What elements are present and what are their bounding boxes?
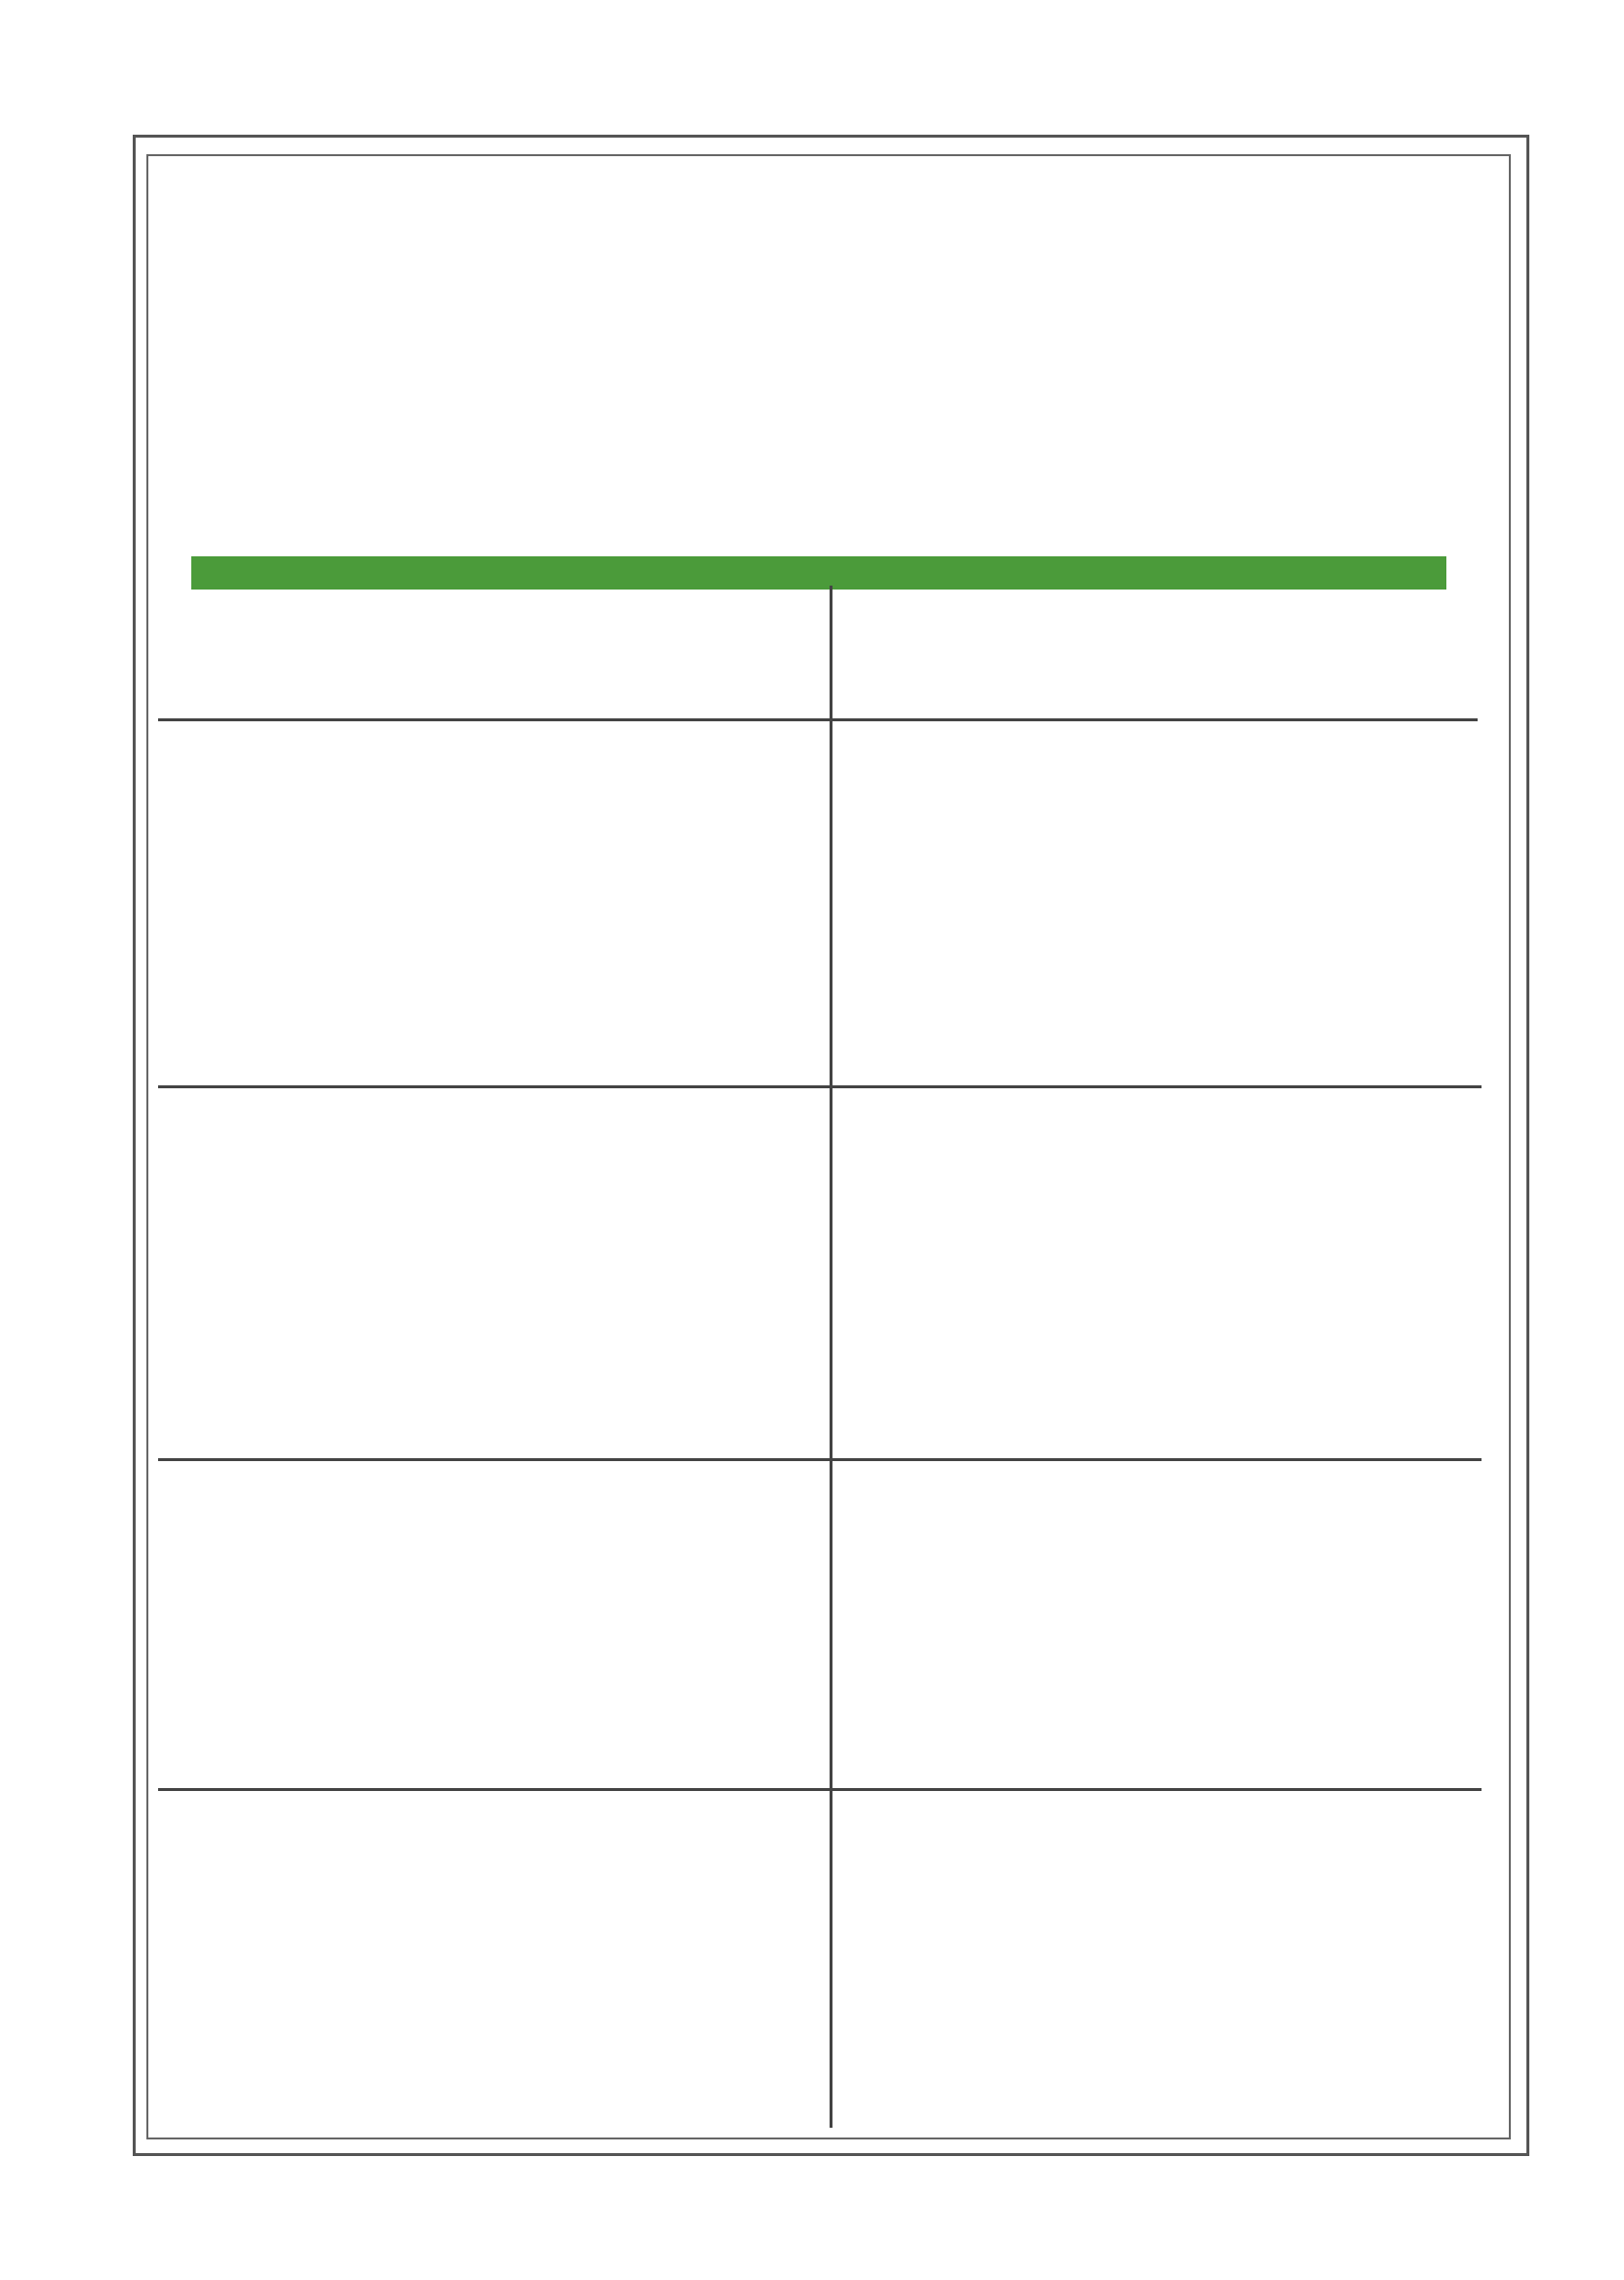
row-divider <box>158 1788 1482 1791</box>
fork-icon <box>660 223 750 312</box>
row-divider <box>158 1085 1482 1088</box>
children-illustration <box>191 488 1446 590</box>
column-divider <box>830 586 832 2128</box>
week-1-header <box>166 632 884 701</box>
spoon-icon <box>874 223 964 312</box>
knife-icon <box>767 223 857 312</box>
logo <box>0 223 1624 312</box>
week-2-header <box>810 632 1536 701</box>
header-divider <box>158 718 1478 721</box>
row-divider <box>158 1458 1482 1461</box>
